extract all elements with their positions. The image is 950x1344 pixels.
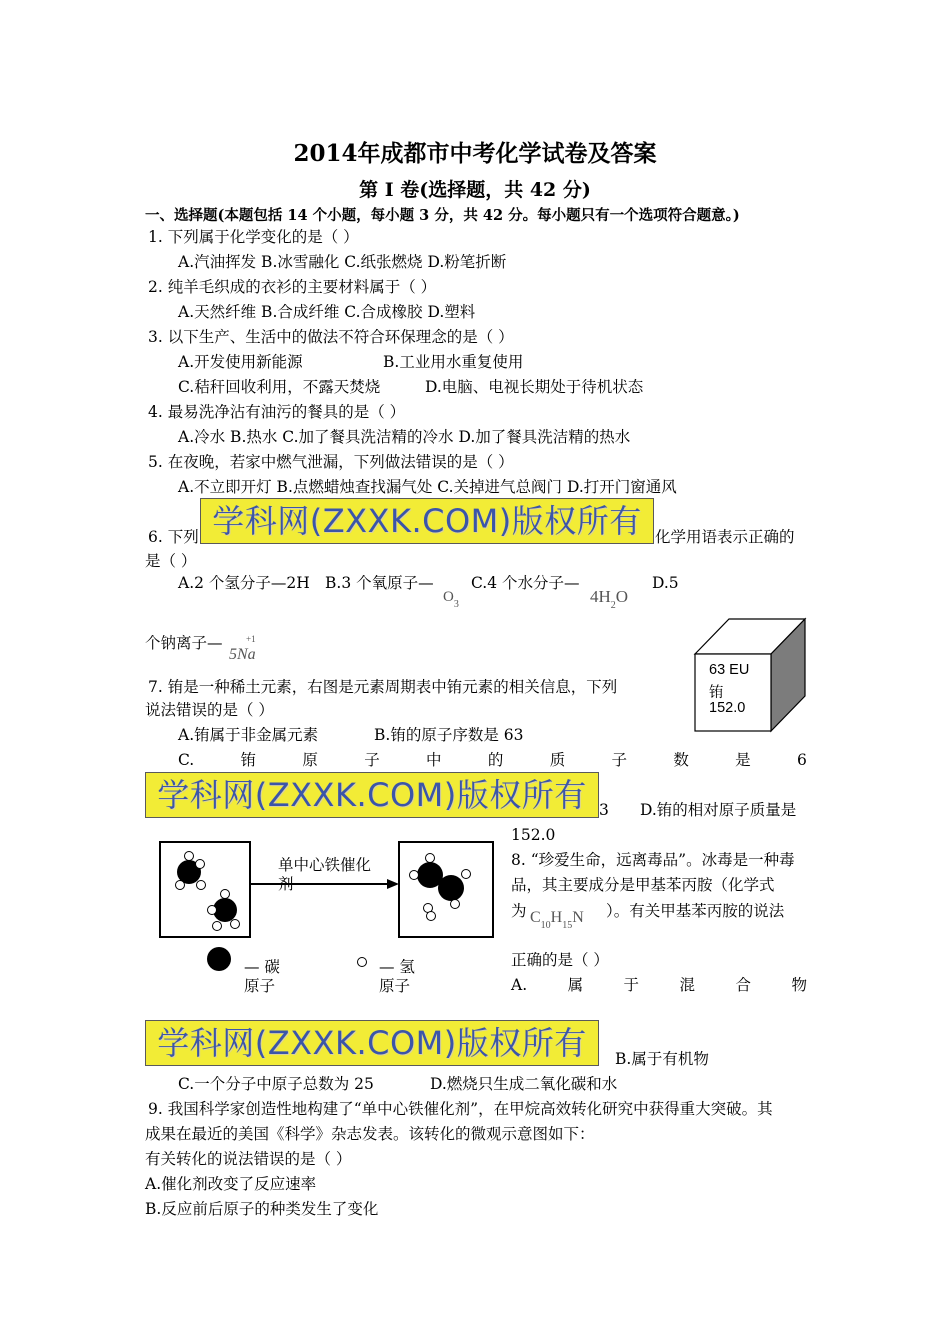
page-title: 2014年成都市中考化学试卷及答案 (293, 140, 657, 167)
question-2-stem: 2. 纯羊毛织成的衣衫的主要材料属于（ ） (148, 278, 437, 296)
question-9-stem-3: 有关转化的说法错误的是（ ） (145, 1150, 352, 1168)
formula-n: N (572, 909, 584, 926)
formula-o3 (443, 589, 459, 610)
element-number-symbol: 63 EU (709, 662, 750, 678)
question-6-option-c: C.4 个水分子— (471, 574, 580, 592)
question-8-stem-4: 正确的是（ ） (511, 951, 609, 969)
q7c-char: 铕 (240, 751, 257, 769)
hydrogen-atom (451, 900, 460, 909)
q7c-char: 原 (302, 751, 318, 769)
hydrogen-atom (221, 890, 230, 899)
question-8-stem-3-pre: 为 (511, 902, 527, 920)
question-1-options: A.汽油挥发 B.冰雪融化 C.纸张燃烧 D.粉笔折断 (178, 253, 507, 271)
question-8-stem-2: 品，其主要成分是甲基苯丙胺（化学式 (511, 876, 775, 894)
question-7-stem-2: 说法错误的是（ ） (145, 701, 274, 719)
formula-5na-charge: +1 (246, 634, 256, 644)
catalyst-label-line-2: 剂 (278, 875, 294, 893)
formula-5na-symbol: 5Na (229, 646, 256, 663)
hydrogen-atom (410, 871, 419, 880)
legend-hydrogen-label-2: 原子 (379, 977, 411, 995)
formula-4h2o (590, 587, 629, 611)
formula-4h2o-part2: O (615, 587, 629, 606)
question-3-option-a: A.开发使用新能源 (178, 353, 303, 371)
hydrogen-atom (213, 922, 222, 931)
question-8-stem-1: 8. “珍爱生命，远离毒品”。冰毒是一种毒 (511, 851, 795, 869)
question-6-option-d: D.5 (652, 574, 679, 592)
hydrogen-atom (427, 912, 436, 921)
q8a-char: 属 (567, 976, 584, 994)
legend-hydrogen-symbol (358, 958, 367, 967)
formula-c: C (530, 909, 541, 926)
question-4-options: A.冷水 B.热水 C.加了餐具洗洁精的冷水 D.加了餐具洗洁精的热水 (178, 428, 631, 446)
hydrogen-atom (185, 852, 194, 861)
formula-5na (229, 634, 256, 664)
hydrogen-atom (197, 881, 206, 890)
q7c-char: 数 (673, 751, 689, 769)
carbon-atom (438, 875, 464, 901)
question-3-option-c: C.秸秆回收利用，不露天焚烧 (178, 378, 381, 396)
hydrogen-atom (208, 906, 217, 915)
legend-carbon-label: — 碳 (244, 958, 280, 976)
page-subtitle: 第 I 卷(选择题，共 42 分) (359, 179, 591, 201)
formula-4h2o-subscript: 2 (610, 600, 616, 611)
q8a-char: 合 (735, 976, 751, 994)
question-9-stem-2: 成果在最近的美国《科学》杂志发表。该转化的微观示意图如下： (145, 1125, 595, 1143)
q8a-char: A. (511, 976, 528, 994)
legend-hydrogen-label: — 氢 (379, 958, 415, 976)
question-3-option-d: D.电脑、电视长期处于待机状态 (425, 378, 644, 396)
legend-carbon-symbol (207, 947, 231, 971)
q7c-char: 子 (611, 751, 628, 769)
question-3-stem: 3. 以下生产、生活中的做法不符合环保理念的是（ ） (148, 328, 514, 346)
question-6-stem-left: 6. 下列 (148, 528, 199, 546)
question-1-stem: 1. 下列属于化学变化的是（ ） (148, 228, 359, 246)
formula-o3-symbol: O (443, 589, 454, 605)
watermark-banner: 学科网(ZXXK.COM)版权所有 (145, 772, 599, 818)
q7c-char: 质 (549, 751, 566, 769)
q8a-char: 于 (623, 976, 640, 994)
reaction-arrowhead (387, 879, 399, 889)
question-7-stem-1: 7. 铕是一种稀土元素，右图是元素周期表中铕元素的相关信息，下列 (148, 678, 618, 696)
hydrogen-atom (196, 860, 205, 869)
question-6-stem-continued: 是（ ） (145, 552, 197, 570)
element-mass: 152.0 (709, 700, 746, 716)
question-8-option-d: D.燃烧只生成二氧化碳和水 (430, 1075, 618, 1093)
question-4-stem: 4. 最易洗净沾有油污的餐具的是（ ） (148, 403, 406, 421)
hydrogen-atom (176, 881, 185, 890)
legend-carbon-label-2: 原子 (244, 977, 276, 995)
watermark-banner: 学科网(ZXXK.COM)版权所有 (200, 498, 654, 544)
formula-h-subscript: 15 (562, 920, 573, 931)
question-8-option-a (511, 975, 807, 995)
question-9-option-a: A.催化剂改变了反应速率 (145, 1175, 317, 1193)
question-9-stem-1: 9. 我国科学家创造性地构建了“单中心铁催化剂”，在甲烷高效转化研究中获得重大突破。其 (148, 1100, 773, 1118)
formula-h: H (550, 909, 563, 926)
q7c-char: 是 (735, 751, 751, 769)
question-6-option-b: B.3 个氧原子— (325, 574, 434, 592)
question-7-option-d: D.铕的相对原子质量是 (640, 801, 797, 819)
hydrogen-atom (231, 920, 240, 929)
question-5-options: A.不立即开灯 B.点燃蜡烛查找漏气处 C.关掉进气总阀门 D.打开门窗通风 (178, 478, 677, 496)
formula-o3-subscript: 3 (453, 599, 459, 610)
question-2-options: A.天然纤维 B.合成纤维 C.合成橡胶 D.塑料 (178, 303, 476, 321)
hydrogen-atom (462, 870, 471, 879)
q7c-char: 的 (487, 751, 504, 769)
section-heading: 一、选择题(本题包括 14 个小题，每小题 3 分，共 42 分。每小题只有一个选项符合题意。) (145, 207, 740, 224)
question-8-option-b: B.属于有机物 (615, 1050, 709, 1068)
question-6-stem-right: 化学用语表示正确的 (655, 528, 795, 546)
question-5-stem: 5. 在夜晚，若家中燃气泄漏，下列做法错误的是（ ） (148, 453, 514, 471)
formula-c-subscript: 10 (540, 920, 551, 931)
formula-4h2o-part1: 4H (590, 587, 611, 606)
q8a-char: 混 (679, 976, 696, 994)
question-3-option-b: B.工业用水重复使用 (383, 353, 524, 371)
question-6-option-d-continued: 个钠离子— (145, 634, 223, 652)
question-6-option-a: A.2 个氢分子—2H (178, 574, 310, 592)
element-name: 铕 (709, 685, 724, 701)
q8a-char: 物 (791, 976, 807, 994)
q7c-char: 6 (797, 751, 807, 769)
formula-c10h15n (530, 909, 584, 931)
question-7-option-b: B.铕的原子序数是 63 (374, 726, 524, 744)
catalyst-label-line-1: 单中心铁催化 (278, 856, 372, 874)
hydrogen-atom (426, 854, 435, 863)
question-8-option-c: C.一个分子中原子总数为 25 (178, 1075, 374, 1093)
q7c-char: C. (178, 751, 195, 769)
watermark-banner: 学科网(ZXXK.COM)版权所有 (145, 1020, 599, 1066)
question-7-option-c-tail: 3 (599, 801, 609, 819)
question-7-option-c (178, 750, 807, 770)
question-7-option-a: A.铕属于非金属元素 (178, 726, 319, 744)
question-7-option-d-continued: 152.0 (511, 826, 556, 844)
q7c-char: 子 (364, 751, 380, 769)
q7c-char: 中 (426, 751, 442, 769)
question-9-option-b: B.反应前后原子的种类发生了变化 (145, 1200, 379, 1218)
question-8-stem-3-post: ）。有关甲基苯丙胺的说法 (606, 902, 785, 920)
